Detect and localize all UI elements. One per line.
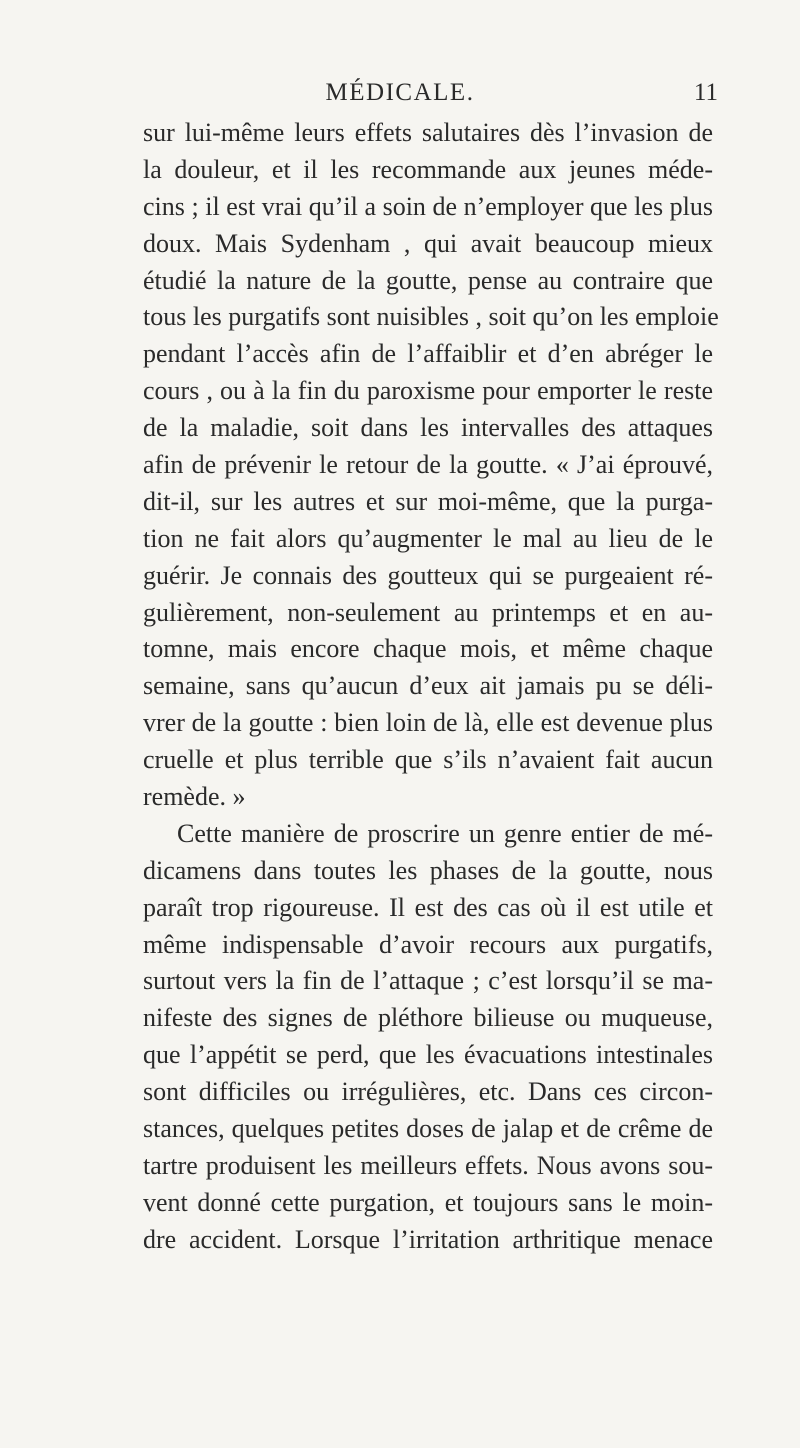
text-line: la douleur, et il les recommande aux jeunes méde- [143,154,713,184]
text-line: nifeste des signes de pléthore bilieuse ou muqueuse, [143,1003,713,1033]
paragraph-start-line: Cette manière de proscrire un genre entier de mé- [177,818,713,848]
text-line: sont difficiles ou irrégulières, etc. Dans ces circon- [143,1077,713,1107]
page-number: 11 [693,79,718,106]
text-line: de la maladie, soit dans les intervalles des attaques [143,413,713,443]
text-line: gulièrement, non-seulement au printemps et en au- [143,597,713,627]
running-head: MÉDICALE. [325,79,475,106]
text-line: tion ne fait alors qu’augmenter le mal au lieu de le [143,523,713,553]
text-line: vrer de la goutte : bien loin de là, elle est devenue plus [143,708,713,738]
text-line: que l’appétit se perd, que les évacuations intestinales [143,1040,713,1070]
text-line: guérir. Je connais des goutteux qui se purgeaient ré- [143,560,713,590]
paragraph-end-line: remède. » [143,782,246,812]
text-line: cours , ou à la fin du paroxisme pour emporter le reste [143,376,713,406]
page-header [0,76,800,110]
text-line: pendant l’accès afin de l’affaiblir et d’en abréger le [143,339,713,369]
text-line: stances, quelques petites doses de jalap et de crême de [143,1114,713,1144]
text-line: tartre produisent les meilleurs effets. Nous avons sou- [143,1150,713,1180]
text-line: cruelle et plus terrible que s’ils n’avaient fait aucun [143,745,713,775]
body-text [143,115,719,1259]
text-line: semaine, sans qu’aucun d’eux ait jamais pu se déli- [143,671,713,701]
text-line: sur lui-même leurs effets salutaires dès l’invasion de [143,118,713,147]
text-line: surtout vers la fin de l’attaque ; c’est lorsqu’il se ma- [143,966,713,996]
text-line: tous les purgatifs sont nuisibles , soit qu’on les emploie [143,302,719,332]
text-line: paraît trop rigoureuse. Il est des cas où il est utile et [143,892,713,922]
text-line: afin de prévenir le retour de la goutte. « J’ai éprouvé, [143,450,713,480]
text-line: tomne, mais encore chaque mois, et même chaque [143,634,713,664]
text-line: doux. Mais Sydenham , qui avait beaucoup mieux [143,228,713,258]
text-line: même indispensable d’avoir recours aux purgatifs, [143,929,713,959]
text-line: dit-il, sur les autres et sur moi-même, que la purga- [143,486,713,516]
text-line: cins ; il est vrai qu’il a soin de n’employer que les plus [143,191,713,221]
text-line: dre accident. Lorsque l’irritation arthritique menace [143,1224,713,1254]
text-line: vent donné cette purgation, et toujours sans le moin- [143,1187,713,1217]
text-line: dicamens dans toutes les phases de la goutte, nous [143,855,713,885]
text-line: étudié la nature de la goutte, pense au contraire que [143,265,713,295]
